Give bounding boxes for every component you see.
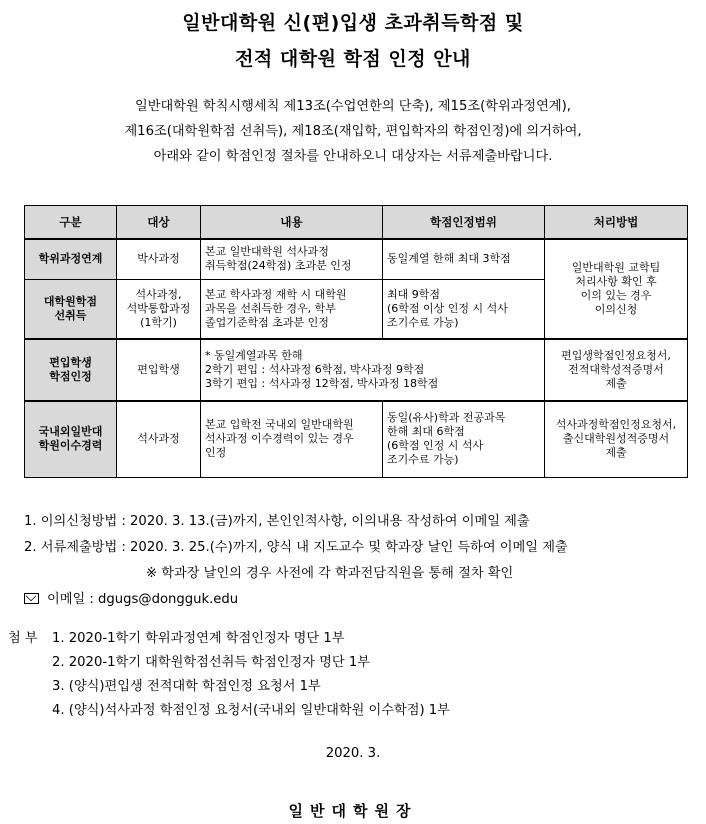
credit-recognition-table: [24, 205, 688, 478]
notes-section: [24, 509, 568, 613]
attachment-item: 4. (양식)석사과정 학점인정 요청서(국내외 일반대학원 이수학점) 1부: [52, 703, 450, 718]
note-remark: ※ 학과장 날인의 경우 사전에 각 학과전담직원을 통해 절차 확인: [146, 566, 514, 581]
document-title-line1: 일반대학원 신(편)입생 초과취득학점 및: [182, 12, 524, 34]
intro-line: 아래와 같이 학점인정 절차를 안내하오니 대상자는 서류제출바랍니다.: [153, 149, 553, 164]
note-email: [24, 587, 568, 613]
header-content: 내용: [201, 206, 383, 240]
row-method: 석사과정학점인정요청서, 출신대학원성적증명서 제출: [545, 401, 688, 477]
document-title-line2: 전적 대학원 학점 인정 안내: [235, 48, 471, 70]
row-target: 석사과정, 석박통합과정 (1학기): [117, 279, 201, 339]
attachments-label: 첨 부: [8, 631, 38, 646]
table-row: [25, 401, 688, 477]
row-target: 석사과정: [117, 401, 201, 477]
row-range: 동일(유사)학과 전공과목 한해 최대 6학점 (6학점 인정 시 석사 조기수료 가능): [383, 401, 545, 477]
row-method: 편입생학점인정요청서, 전적대학성적증명서 제출: [545, 339, 688, 401]
table-row: [25, 239, 688, 279]
row-category: 대학원학점 선취득: [25, 279, 117, 339]
row-range: 동일계열 한해 최대 3학점: [383, 239, 545, 279]
intro-line: 일반대학원 학칙시행세칙 제13조(수업연한의 단축), 제15조(학위과정연계),: [135, 99, 571, 114]
header-category: 구분: [25, 206, 117, 240]
row-content: 본교 일반대학원 석사과정 취득학점(24학점) 초과분 인정: [201, 239, 383, 279]
header-method: 처리방법: [545, 206, 688, 240]
attachment-item: 3. (양식)편입생 전적대학 학점인정 요청서 1부: [52, 679, 321, 694]
row-category: 편입학생 학점인정: [25, 339, 117, 401]
note-submission-method: 2. 서류제출방법 : 2020. 3. 25.(수)까지, 양식 내 지도교수 및 학과장 날인 득하여 이메일 제출: [24, 540, 568, 555]
document-date: 2020. 3.: [325, 746, 381, 761]
row-category: 학위과정연계: [25, 239, 117, 279]
table-header-row: [25, 206, 688, 240]
header-range: 학점인정범위: [383, 206, 545, 240]
intro-paragraph: [0, 94, 706, 169]
row-content: 본교 입학전 국내외 일반대학원 석사과정 이수경력이 있는 경우 인정: [201, 401, 383, 477]
attachments-section: [8, 627, 450, 723]
row-target: 편입학생: [117, 339, 201, 401]
mail-icon: [24, 593, 39, 604]
header-target: 대상: [117, 206, 201, 240]
note-objection-method: 1. 이의신청방법 : 2020. 3. 13.(금)까지, 본인인적사항, 이의내용 작성하여 이메일 제출: [24, 514, 530, 529]
row-content: * 동일계열과목 한해 2학기 편입 : 석사과정 6학점, 박사과정 9학점 3학기 편입 : 석사과정 12학점, 박사과정 18학점: [201, 339, 545, 401]
intro-line: 제16조(대학원학점 선취득), 제18조(재입학, 편입학자의 학점인정)에 의거하여,: [124, 124, 582, 139]
signature: 일반대학원장: [288, 802, 418, 820]
attachment-item: 2. 2020-1학기 대학원학점선취득 학점인정자 명단 1부: [52, 655, 370, 670]
row-target: 박사과정: [117, 239, 201, 279]
table-row: [25, 339, 688, 401]
merged-method-cell: 일반대학원 교학팀 처리사항 확인 후 이의 있는 경우 이의신청: [545, 239, 688, 339]
row-content: 본교 학사과정 재학 시 대학원 과목을 선취득한 경우, 학부 졸업기준학점 초과분 인정: [201, 279, 383, 339]
email-text: 이메일 : dgugs@dongguk.edu: [47, 592, 239, 607]
row-range: 최대 9학점 (6학점 이상 인정 시 석사 조기수료 가능): [383, 279, 545, 339]
row-category: 국내외일반대 학원이수경력: [25, 401, 117, 477]
attachment-item: 1. 2020-1학기 학위과정연계 학점인정자 명단 1부: [52, 631, 345, 646]
